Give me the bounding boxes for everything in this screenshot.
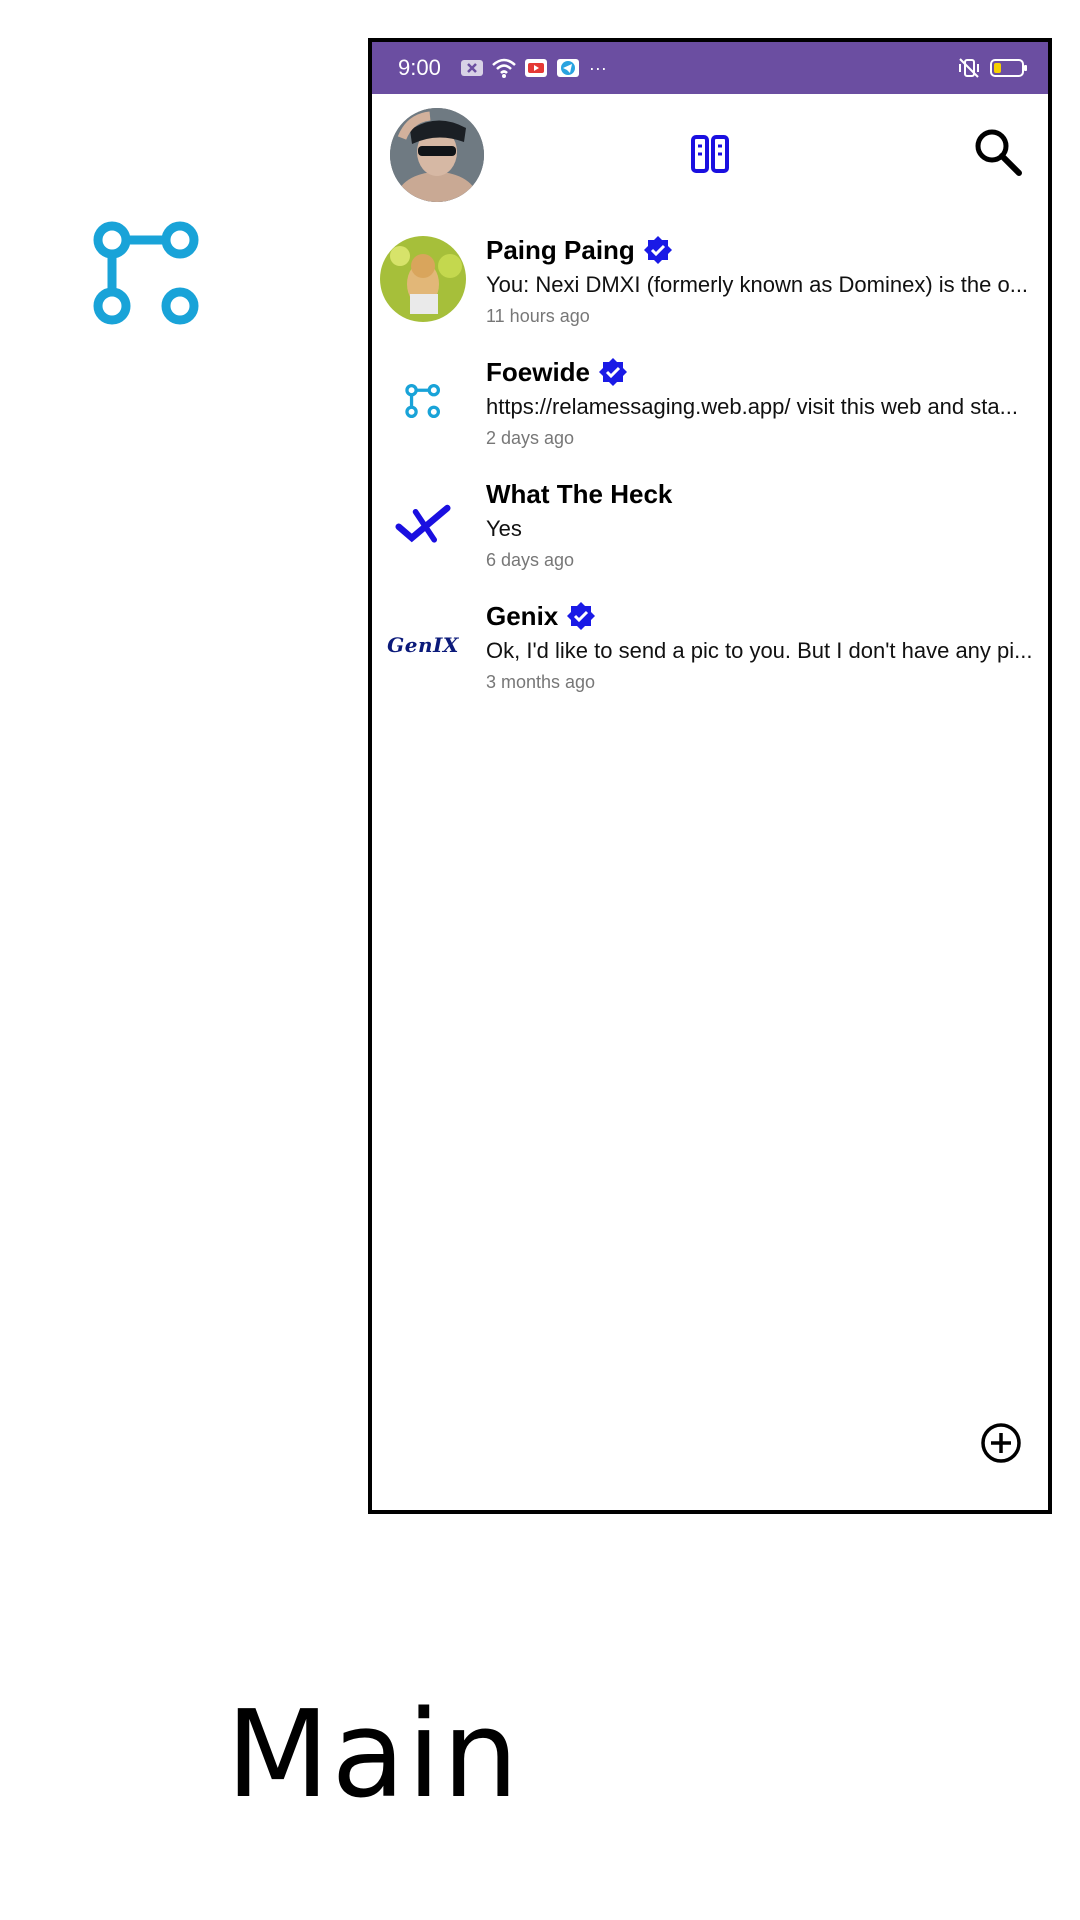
new-chat-button[interactable] <box>980 1422 1022 1464</box>
chat-preview: https://relamessaging.web.app/ visit this web and sta... <box>486 394 1018 419</box>
search-icon <box>972 126 1024 178</box>
telegram-icon <box>555 57 581 79</box>
chat-avatar <box>380 480 466 566</box>
chat-list <box>372 224 1048 720</box>
youtube-icon <box>523 57 549 79</box>
genix-logo: GenIX <box>387 633 459 657</box>
chat-item-foewide[interactable] <box>372 354 1048 476</box>
status-bar <box>372 42 1048 94</box>
wifi-icon <box>491 57 517 79</box>
avatar-photo <box>380 236 466 322</box>
add-circle-icon <box>980 1422 1022 1464</box>
chat-preview: Yes <box>486 516 522 541</box>
phone-screen <box>368 38 1052 1514</box>
chat-time: 6 days ago <box>486 550 575 570</box>
verified-badge-icon <box>566 601 596 631</box>
branch-logo-icon <box>405 383 441 419</box>
chat-time: 3 months ago <box>486 672 596 692</box>
profile-avatar[interactable] <box>390 108 484 202</box>
profile-photo <box>390 108 484 202</box>
chat-name: What The Heck <box>486 478 673 509</box>
app-header <box>372 94 1048 224</box>
vibrate-mute-icon <box>956 57 982 79</box>
verified-badge-icon <box>643 235 673 265</box>
chat-time: 2 days ago <box>486 428 575 448</box>
chat-name: Foewide <box>486 356 591 387</box>
status-time: 9:00 <box>398 55 441 80</box>
screen-caption: Main <box>226 1686 521 1825</box>
notification-x-icon <box>459 57 485 79</box>
search-button[interactable] <box>972 126 1024 178</box>
chat-item-genix[interactable] <box>372 598 1048 720</box>
more-notifications-indicator: ··· <box>588 57 607 78</box>
chat-item-what-the-heck[interactable] <box>372 476 1048 598</box>
chat-item-paing-paing[interactable] <box>372 232 1048 354</box>
branch-logo-icon <box>92 220 202 326</box>
chat-preview: Ok, I'd like to send a pic to you. But I don't have any pi... <box>486 638 1033 663</box>
chat-avatar <box>380 358 466 444</box>
battery-icon <box>990 57 1028 79</box>
chat-name: Genix <box>486 600 559 631</box>
chat-avatar <box>380 236 466 322</box>
verified-badge-icon <box>598 357 628 387</box>
chat-avatar <box>380 602 466 688</box>
book-columns-icon[interactable] <box>690 134 730 174</box>
checkmark-x-logo-icon <box>395 502 451 544</box>
chat-preview: You: Nexi DMXI (formerly known as Dominex) is the o... <box>486 272 1029 297</box>
chat-time: 11 hours ago <box>486 306 590 326</box>
chat-name: Paing Paing <box>486 234 635 265</box>
